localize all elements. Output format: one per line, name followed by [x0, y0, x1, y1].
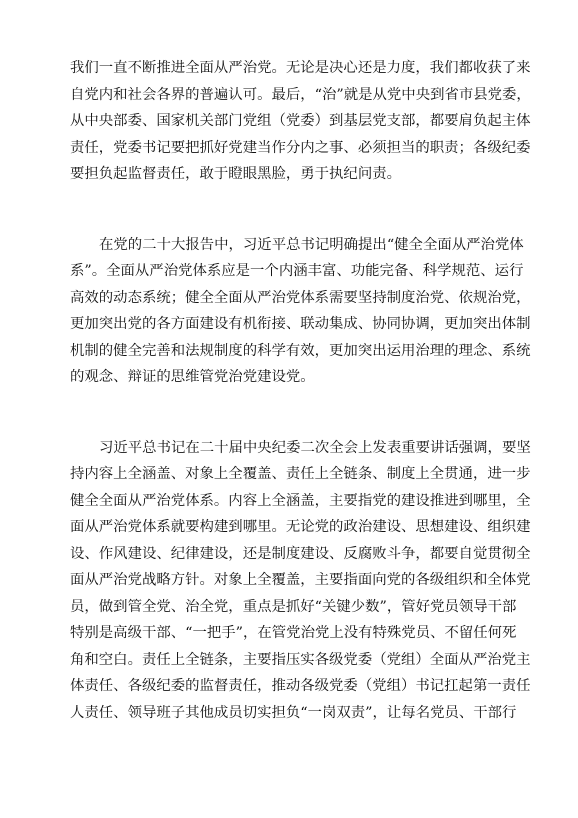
text-line: 责任，党委书记要把抓好党建当作分内之事、必须担当的职责；各级纪委 [70, 139, 531, 156]
text-line: 习近平总书记在二十届中央纪委二次全会上发表重要讲话强调，要坚 [99, 439, 531, 456]
text-line: 的观念、辩证的思维管党治党建设党。 [70, 369, 315, 385]
paragraph-3 [70, 435, 531, 727]
text-line: 系”。全面从严治党体系应是一个内涵丰富、功能完备、科学规范、运行 [70, 263, 524, 279]
text-line: 健全全面从严治党体系。内容上全涵盖，主要指党的建设推进到哪里，全 [70, 492, 531, 509]
text-line: 设、作风建设、纪律建设，还是制度建设、反腐败斗争，都要自觉贯彻全 [70, 545, 531, 562]
text-line: 角和空白。责任上全链条，主要指压实各级党委（党组）全面从严治党主 [70, 651, 531, 668]
paragraph-2 [70, 232, 531, 391]
text-line: 要担负起监督责任，敢于瞪眼黑脸，勇于执纪问责。 [70, 166, 401, 182]
text-line: 人责任、领导班子其他成员切实担负“一岗双责”，让每名党员、干部行 [70, 704, 517, 721]
text-line: 更加突出党的各方面建设有机衔接、联动集成、协同协调，更加突出体制 [70, 316, 531, 332]
paragraph-1 [70, 55, 531, 188]
text-line: 高效的动态系统；健全全面从严治党体系需要坚持制度治党、依规治党， [70, 289, 531, 306]
text-line: 面从严治党战略方针。对象上全覆盖，主要指面向党的各级组织和全体党 [70, 572, 531, 588]
text-line: 我们一直不断推进全面从严治党。无论是决心还是力度，我们都收获了来 [70, 60, 531, 76]
text-line: 特别是高级干部、“一把手”，在管党治党上没有特殊党员、不留任何死 [70, 625, 517, 641]
text-line: 自党内和社会各界的普遍认可。最后，“治”就是从党中央到省市县党委， [70, 86, 531, 103]
text-line: 面从严治党体系就要构建到哪里。无论党的政治建设、思想建设、组织建 [70, 519, 531, 535]
text-line: 持内容上全涵盖、对象上全覆盖、责任上全链条、制度上全贯通，进一步 [70, 466, 531, 482]
text-line: 在党的二十大报告中，习近平总书记明确提出“健全全面从严治党体 [99, 236, 524, 253]
text-line: 体责任、各级纪委的监督责任，推动各级党委（党组）书记扛起第一责任 [70, 678, 531, 694]
text-line: 从中央部委、国家机关部门党组（党委）到基层党支部，都要肩负起主体 [70, 113, 531, 129]
text-line: 员，做到管全党、治全党，重点是抓好“关键少数”，管好党员领导干部 [70, 598, 517, 615]
text-line: 机制的健全完善和法规制度的科学有效，更加突出运用治理的理念、系统 [70, 342, 531, 359]
